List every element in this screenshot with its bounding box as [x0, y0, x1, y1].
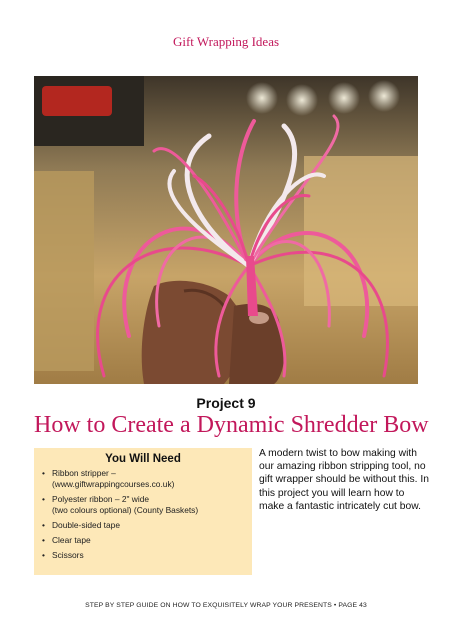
supplies-item-line: • Ribbon stripper – [52, 468, 116, 478]
section-header: Gift Wrapping Ideas [172, 34, 280, 49]
supplies-item-polyester-ribbon [42, 494, 244, 516]
supplies-item-line: • Double-sided tape [52, 520, 120, 530]
intro-paragraph: A modern twist to bow making with our amazing ribbon stripping tool, no gift wrapper should be without this. In this project you will learn how to make a fantastic intricately cut bow. [259, 448, 429, 512]
shredder-bow-photo [34, 76, 418, 384]
supplies-list [42, 468, 244, 561]
bow-illustration [34, 76, 418, 384]
page-footer: STEP BY STEP GUIDE ON HOW TO EXQUISITELY WRAP YOUR PRESENTS • PAGE 43 [85, 602, 367, 609]
supplies-item-line: • Polyester ribbon – 2" wide [52, 494, 150, 504]
supplies-item-line: (www.giftwrappingcourses.co.uk) [52, 479, 175, 489]
supplies-item-line: (two colours optional) (County Baskets) [52, 505, 199, 515]
supplies-item-clear-tape [42, 535, 244, 546]
supplies-item-line: • Scissors [52, 550, 84, 560]
you-will-need-heading: You Will Need [105, 453, 181, 465]
supplies-item-ribbon-stripper [42, 468, 244, 490]
page-title: How to Create a Dynamic Shredder Bow [34, 412, 429, 438]
supplies-item-scissors [42, 550, 244, 561]
supplies-item-line: • Clear tape [52, 535, 91, 545]
supplies-item-double-sided-tape [42, 520, 244, 531]
project-label: Project 9 [196, 395, 256, 411]
you-will-need-box [34, 448, 252, 575]
